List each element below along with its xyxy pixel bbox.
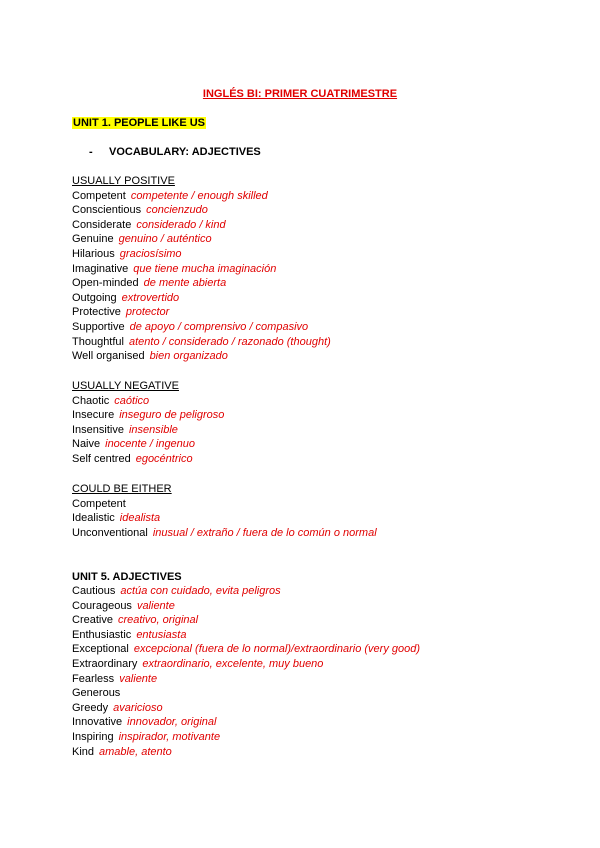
term: Kind (72, 745, 95, 758)
term: Competent (72, 189, 126, 202)
term: Creative (72, 614, 113, 627)
translation: inocente / ingenuo (105, 438, 196, 451)
translation: valiente (119, 672, 158, 685)
list-item (72, 672, 420, 687)
negative-label: USUALLY NEGATIVE (72, 380, 179, 392)
negative-section (72, 379, 224, 467)
term: Fearless (72, 672, 115, 685)
term: Considerate (72, 218, 132, 231)
term: Genuine (72, 233, 114, 246)
translation: actúa con cuidado, evita peligros (120, 585, 281, 597)
term: Insecure (72, 409, 115, 422)
translation: de apoyo / comprensivo / compasivo (129, 320, 309, 333)
positive-section (72, 174, 331, 364)
either-section (72, 482, 377, 540)
list-item (72, 262, 331, 277)
translation: extrovertido (121, 291, 180, 304)
term: Courageous (72, 599, 132, 612)
term: Enthusiastic (72, 628, 132, 641)
list-item (72, 497, 377, 512)
list-item (72, 218, 331, 233)
translation: de mente abierta (143, 277, 227, 290)
list-item (72, 394, 224, 409)
translation: extraordinario, excelente, muy bueno (142, 657, 324, 670)
translation: creativo, original (117, 614, 199, 627)
list-item (72, 730, 420, 745)
list-item (72, 247, 331, 262)
translation: genuino / auténtico (118, 233, 212, 246)
term: Competent (72, 497, 126, 510)
term: Self centred (72, 452, 131, 465)
term: Conscientious (72, 204, 142, 217)
translation: competente / enough skilled (130, 189, 268, 202)
term: Generous (72, 687, 121, 700)
unit5-heading: UNIT 5. ADJECTIVES (72, 571, 182, 583)
term: Thoughtful (72, 335, 124, 348)
translation: amable, atento (99, 745, 172, 758)
translation: idealista (119, 512, 161, 525)
list-item (72, 613, 420, 628)
translation: excepcional (fuera de lo normal)/extraordinario (very good) (133, 643, 421, 656)
translation: caótico (114, 394, 150, 407)
list-item (72, 232, 331, 247)
term: Extraordinary (72, 657, 138, 670)
either-label: COULD BE EITHER (72, 483, 172, 495)
list-item (72, 203, 331, 218)
term: Exceptional (72, 643, 129, 656)
list-item (72, 657, 420, 672)
translation: insensible (128, 423, 178, 436)
translation: innovador, original (127, 716, 217, 729)
list-item (72, 701, 420, 716)
list-item (72, 335, 331, 350)
translation: graciosísimo (119, 247, 182, 260)
list-item (72, 715, 420, 730)
list-item (72, 511, 377, 526)
list-item (72, 305, 331, 320)
term: Chaotic (72, 394, 110, 407)
list-item (72, 276, 331, 291)
translation: valiente (136, 599, 175, 612)
list-item (72, 642, 420, 657)
term: Imaginative (72, 262, 129, 275)
translation: avaricioso (113, 701, 163, 714)
positive-label: USUALLY POSITIVE (72, 175, 175, 187)
term: Hilarious (72, 247, 115, 260)
list-item (72, 686, 420, 701)
list-item (72, 408, 224, 423)
vocabulary-subheading-text: VOCABULARY: ADJECTIVES (109, 146, 261, 158)
term: Naive (72, 438, 101, 451)
term: Innovative (72, 716, 123, 729)
translation: concienzudo (146, 204, 208, 217)
term: Inspiring (72, 730, 114, 743)
list-item (72, 452, 224, 467)
translation: atento / considerado / razonado (thought) (128, 335, 331, 348)
list-item (72, 584, 420, 599)
translation: inseguro de peligroso (119, 409, 225, 422)
term: Outgoing (72, 291, 117, 304)
list-item (72, 349, 331, 364)
list-item (72, 189, 331, 204)
term: Greedy (72, 701, 109, 714)
translation: egocéntrico (135, 452, 193, 465)
translation: entusiasta (136, 628, 187, 641)
term: Supportive (72, 320, 125, 333)
term: Protective (72, 306, 121, 319)
translation: protector (125, 306, 170, 319)
unit1-heading: UNIT 1. PEOPLE LIKE US (73, 117, 206, 129)
list-item (72, 745, 420, 760)
translation: inspirador, motivante (118, 730, 221, 743)
bullet-dash: - (89, 146, 93, 158)
term: Open-minded (72, 277, 139, 290)
unit5-section (72, 584, 420, 759)
document-title: INGLÉS BI: PRIMER CUATRIMESTRE (202, 88, 398, 100)
list-item (72, 423, 224, 438)
list-item (72, 437, 224, 452)
term: Well organised (72, 350, 145, 363)
translation: que tiene mucha imaginación (133, 262, 277, 275)
term: Idealistic (72, 512, 115, 525)
term: Cautious (72, 585, 116, 597)
vocabulary-subheading (89, 146, 261, 158)
translation: inusual / extraño / fuera de lo común o normal (152, 526, 377, 539)
list-item (72, 628, 420, 643)
list-item (72, 291, 331, 306)
list-item (72, 599, 420, 614)
translation: bien organizado (149, 350, 228, 363)
term: Insensitive (72, 423, 124, 436)
translation: considerado / kind (136, 218, 226, 231)
list-item (72, 526, 377, 541)
list-item (72, 320, 331, 335)
term: Unconventional (72, 526, 148, 539)
